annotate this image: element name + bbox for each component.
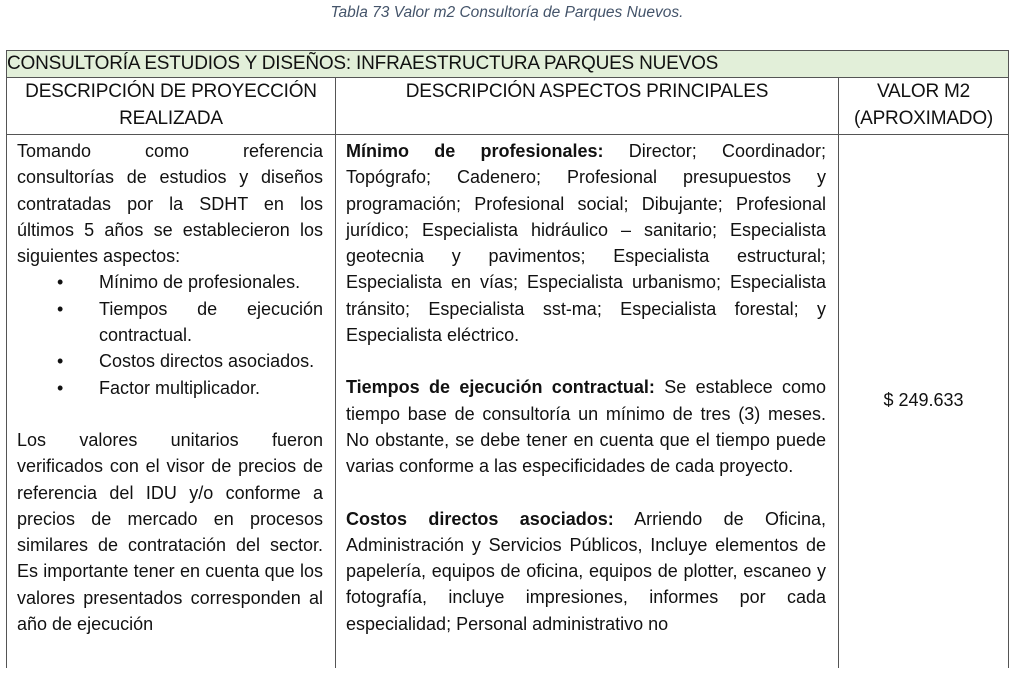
bullet-icon: • (57, 377, 64, 398)
list-item: • Tiempos de ejecución contractual. (17, 296, 323, 349)
table-row (7, 135, 1009, 676)
aspect-section-direct-costs (346, 506, 826, 637)
table-header-row (7, 78, 1009, 135)
valuation-table (6, 50, 1009, 676)
header-main-aspects: DESCRIPCIÓN ASPECTOS PRINCIPALES (336, 78, 839, 135)
header-m2-value: VALOR M2 (APROXIMADO) (839, 78, 1009, 135)
bullet-icon: • (57, 298, 64, 319)
table-title: CONSULTORÍA ESTUDIOS Y DISEÑOS: INFRAESTRUCTURA PARQUES NUEVOS (7, 51, 1009, 78)
aspect-section-execution-time (346, 374, 826, 479)
m2-value-cell: $ 249.633 (839, 135, 1009, 676)
section-label: Costos directos asociados: (346, 508, 614, 529)
page-cutoff (0, 668, 1014, 676)
main-aspects-cell (336, 135, 839, 676)
aspect-section-professionals (346, 138, 826, 348)
section-text: Director; Coordinador; Topógrafo; Cadenero; Profesional presupuestos y programación; Profesional social; Dibujante; Profesional jurídico; Especialista hidráulico – sanitario; Especialista geotecnia y pavimentos; Especialista estructural; Especialista en vías; Especialista urbanismo; Especialista tránsito; Especialista sst-ma; Especialista forestal; y Especialista eléctrico. (346, 141, 827, 346)
section-text: Se establece como tiempo base de consultoría un mínimo de tres (3) meses. No obstante, se debe tener en cuenta que el tiempo puede varias conforme a las especificidades de cada proyecto. (346, 377, 826, 477)
projection-description-cell (7, 135, 336, 676)
projection-closing: Los valores unitarios fueron verificados con el visor de precios de referencia del IDU y/o conforme a precios de mercado en procesos similares de contratación del sector. Es importante tener en cuenta que los valores presentados corresponden al año de ejecución (17, 429, 323, 635)
table-title-row (7, 51, 1009, 78)
bullet-icon: • (57, 351, 64, 372)
table-caption: Tabla 73 Valor m2 Consultoría de Parques Nuevos. (330, 4, 684, 21)
projection-intro: Tomando como referencia consultorías de estudios y diseños contratadas por la SDHT en los últimos 5 años se establecieron los siguientes aspectos: (17, 141, 323, 267)
list-item: • Costos directos asociados. (17, 348, 323, 374)
section-label: Tiempos de ejecución contractual: (346, 377, 655, 398)
header-projection-description: DESCRIPCIÓN DE PROYECCIÓN REALIZADA (7, 78, 336, 135)
section-label: Mínimo de profesionales: (346, 141, 604, 161)
section-text: Arriendo de Oficina, Administración y Servicios Públicos, Incluye elementos de papelería, equipos de oficina, equipos de plotter, escaneo y fotografía, incluye impresiones, informes por cada especialidad; Personal administrativo no (346, 508, 826, 634)
list-item: • Mínimo de profesionales. (17, 269, 323, 295)
aspects-list (17, 269, 323, 400)
bullet-icon: • (57, 272, 64, 293)
list-item: • Factor multiplicador. (17, 375, 323, 401)
